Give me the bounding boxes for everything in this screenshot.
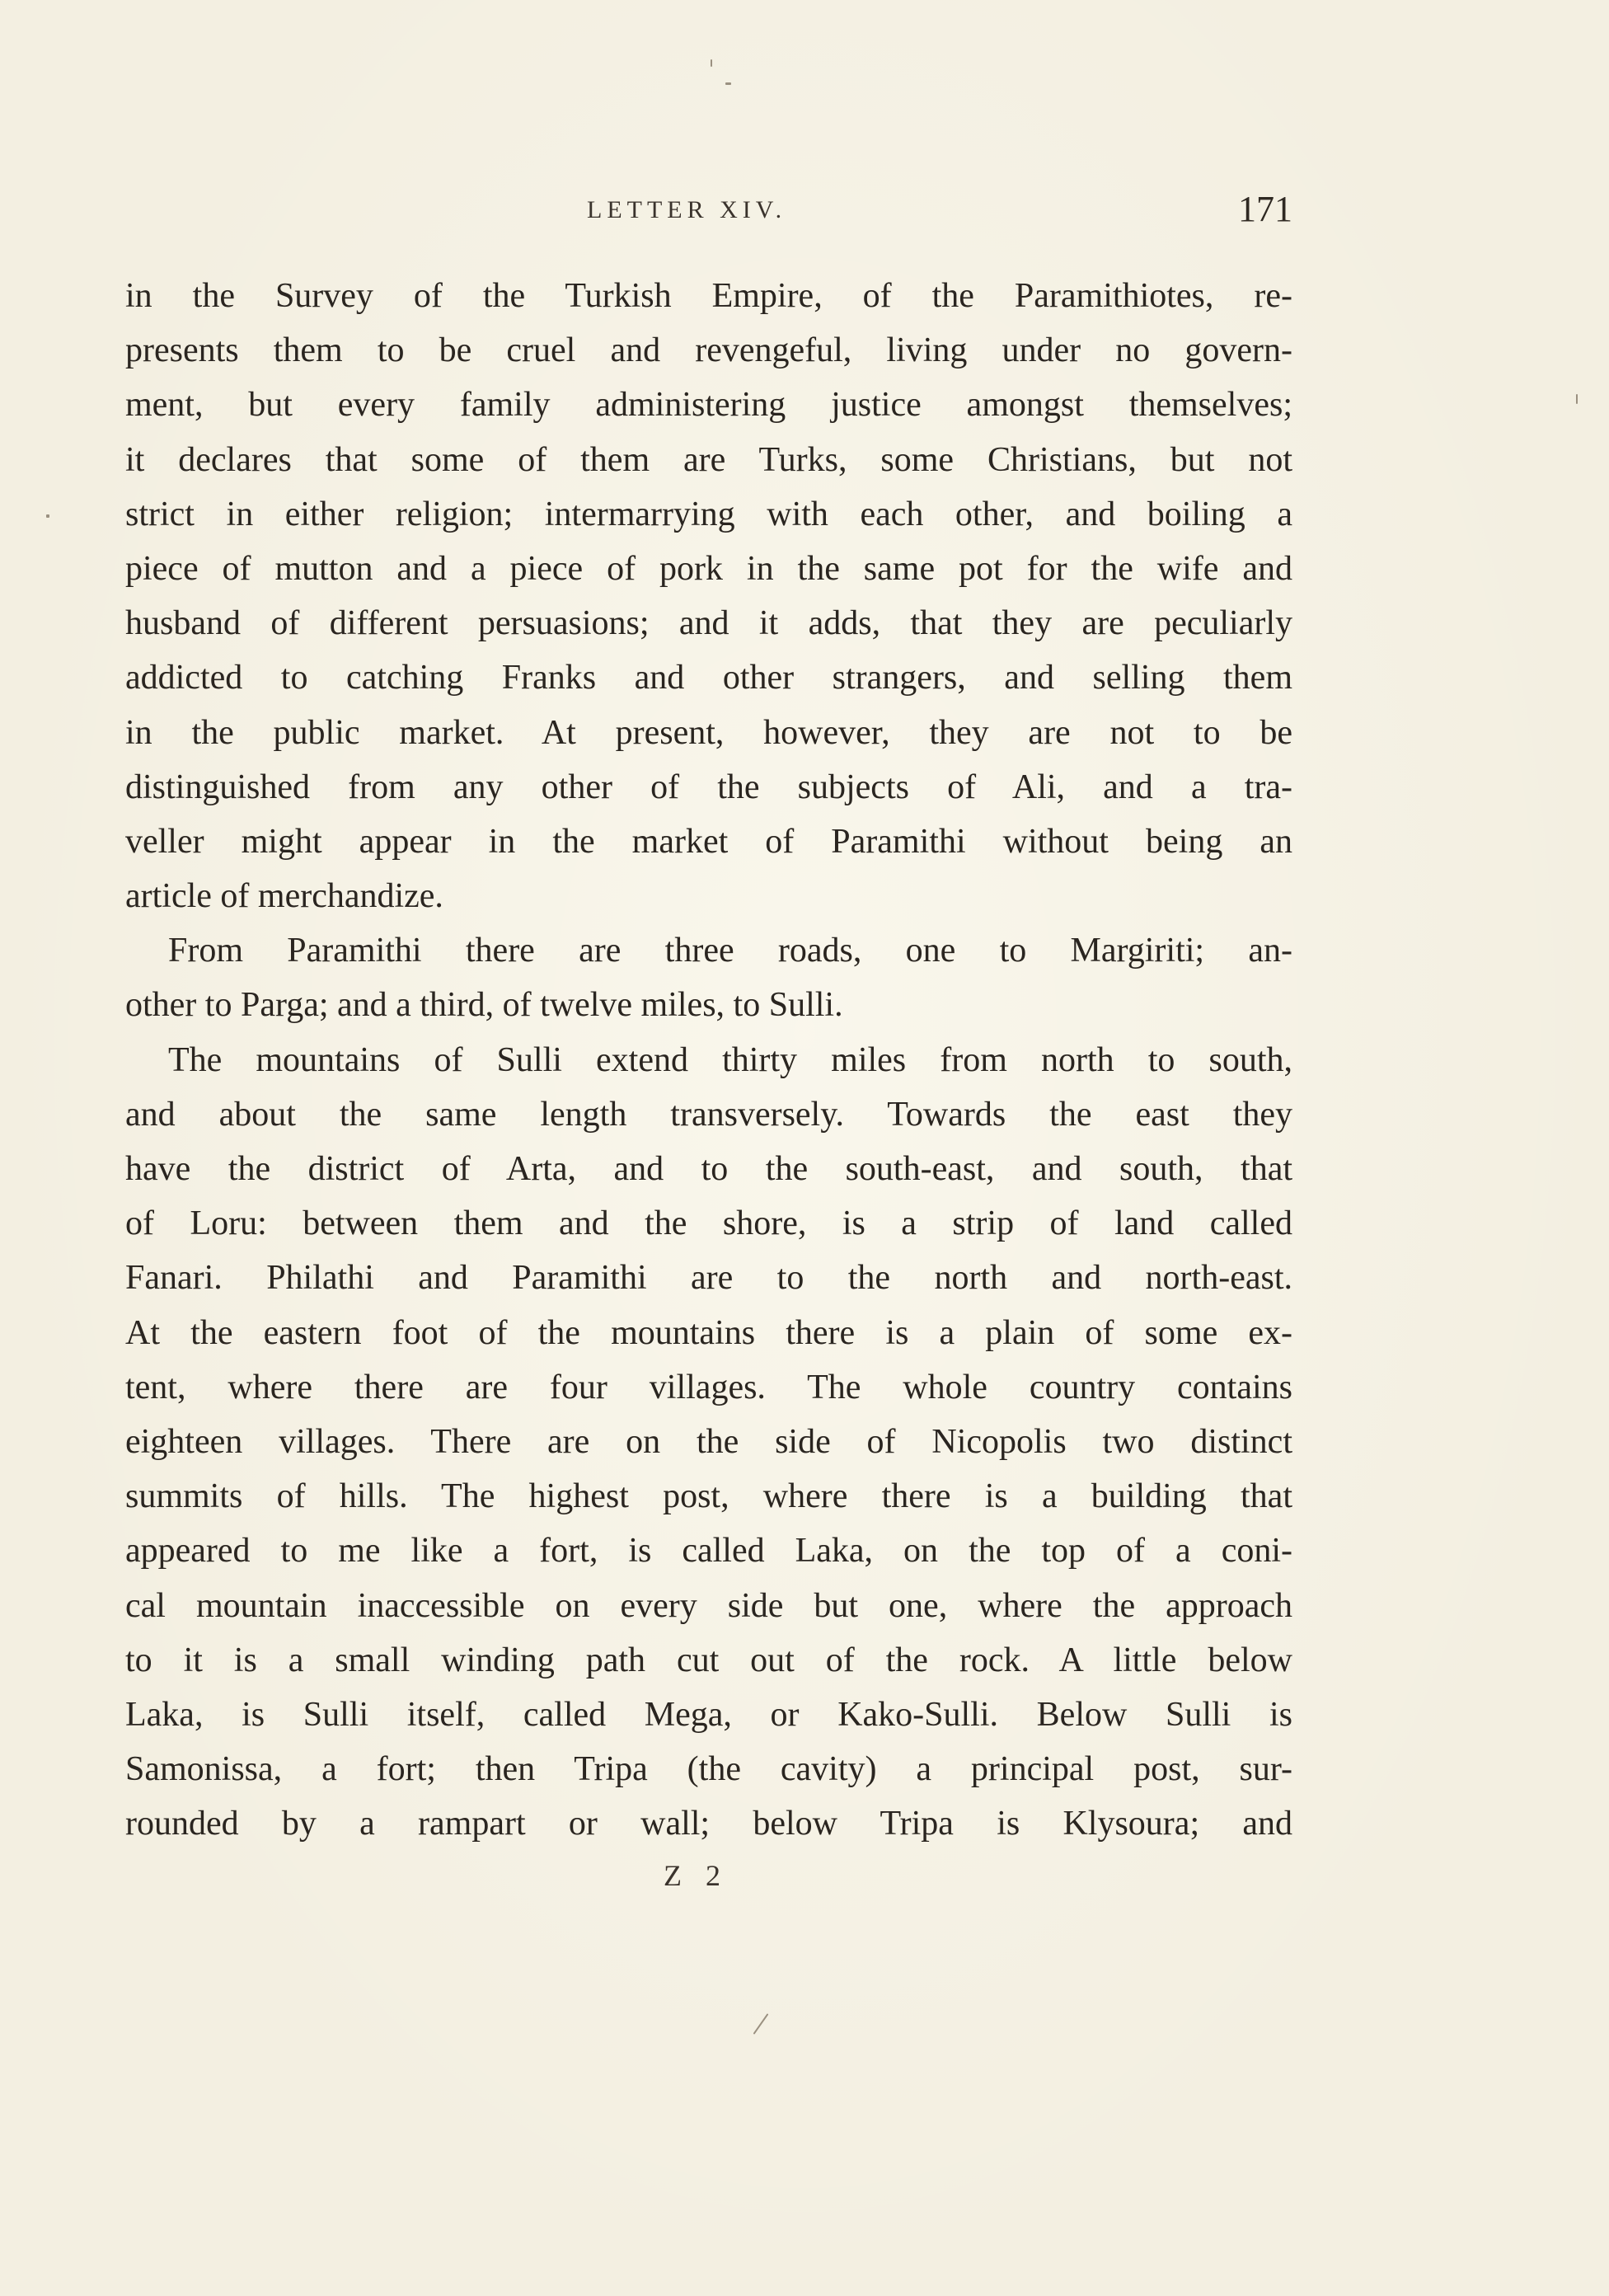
text-line: At the eastern foot of the mountains there is a plain of some ex- [125,1313,1292,1352]
text-line: rounded by a rampart or wall; below Tripa is Klysoura; and [125,1805,1292,1843]
paper-speck [711,59,712,67]
page-number: 171 [1238,189,1292,229]
text-line: in the Survey of the Turkish Empire, of the Paramithiotes, re- [125,277,1292,315]
text-line: From Paramithi there are three roads, one to Margiriti; an- [168,932,1292,970]
text-line: piece of mutton and a piece of pork in the same pot for the wife and [125,549,1292,588]
text-line: husband of different persuasions; and it adds, that they are peculiarly [125,604,1292,643]
text-line: other to Parga; and a third, of twelve miles, to Sulli. [125,986,843,1025]
text-line: eighteen villages. There are on the side of Nicopolis two distinct [125,1422,1292,1461]
text-line: summits of hills. The highest post, where there is a building that [125,1477,1292,1516]
text-line: distinguished from any other of the subjects of Ali, and a tra- [125,768,1292,806]
text-line: tent, where there are four villages. The whole country contains [125,1368,1292,1406]
text-line: The mountains of Sulli extend thirty miles from north to south, [168,1040,1292,1079]
text-line: addicted to catching Franks and other strangers, and selling them [125,659,1292,697]
paper-speck [46,514,49,518]
text-line: of Loru: between them and the shore, is a strip of land called [125,1204,1292,1243]
text-line: Laka, is Sulli itself, called Mega, or Kako-Sulli. Below Sulli is [125,1695,1292,1734]
text-line: Samonissa, a fort; then Tripa (the cavity) a principal post, sur- [125,1750,1292,1789]
running-title: LETTER XIV. [587,196,787,223]
text-line: ment, but every family administering justice amongst themselves; [125,386,1292,425]
text-line: veller might appear in the market of Paramithi without being an [125,822,1292,861]
text-line: appeared to me like a fort, is called Laka, on the top of a coni- [125,1532,1292,1571]
text-line: cal mountain inaccessible on every side but one, where the approach [125,1586,1292,1625]
text-line: it declares that some of them are Turks, some Christians, but not [125,440,1292,479]
signature-mark: Z 2 [664,1859,729,1892]
paper-speck [753,2013,769,2035]
text-line: in the public market. At present, however, they are not to be [125,713,1292,752]
text-line: presents them to be cruel and revengeful, living under no govern- [125,331,1292,370]
text-line: article of merchandize. [125,877,443,916]
text-line: and about the same length transversely. Towards the east they [125,1095,1292,1134]
body-text [125,269,1292,1851]
text-line: strict in either religion; intermarrying with each other, and boiling a [125,495,1292,533]
running-head [125,188,1292,237]
text-line: Fanari. Philathi and Paramithi are to the north and north-east. [125,1259,1292,1298]
paper-speck [1576,394,1578,404]
text-line: to it is a small winding path cut out of the rock. A little below [125,1641,1292,1679]
text-line: have the district of Arta, and to the south-east, and south, that [125,1150,1292,1188]
paper-speck [725,82,731,85]
